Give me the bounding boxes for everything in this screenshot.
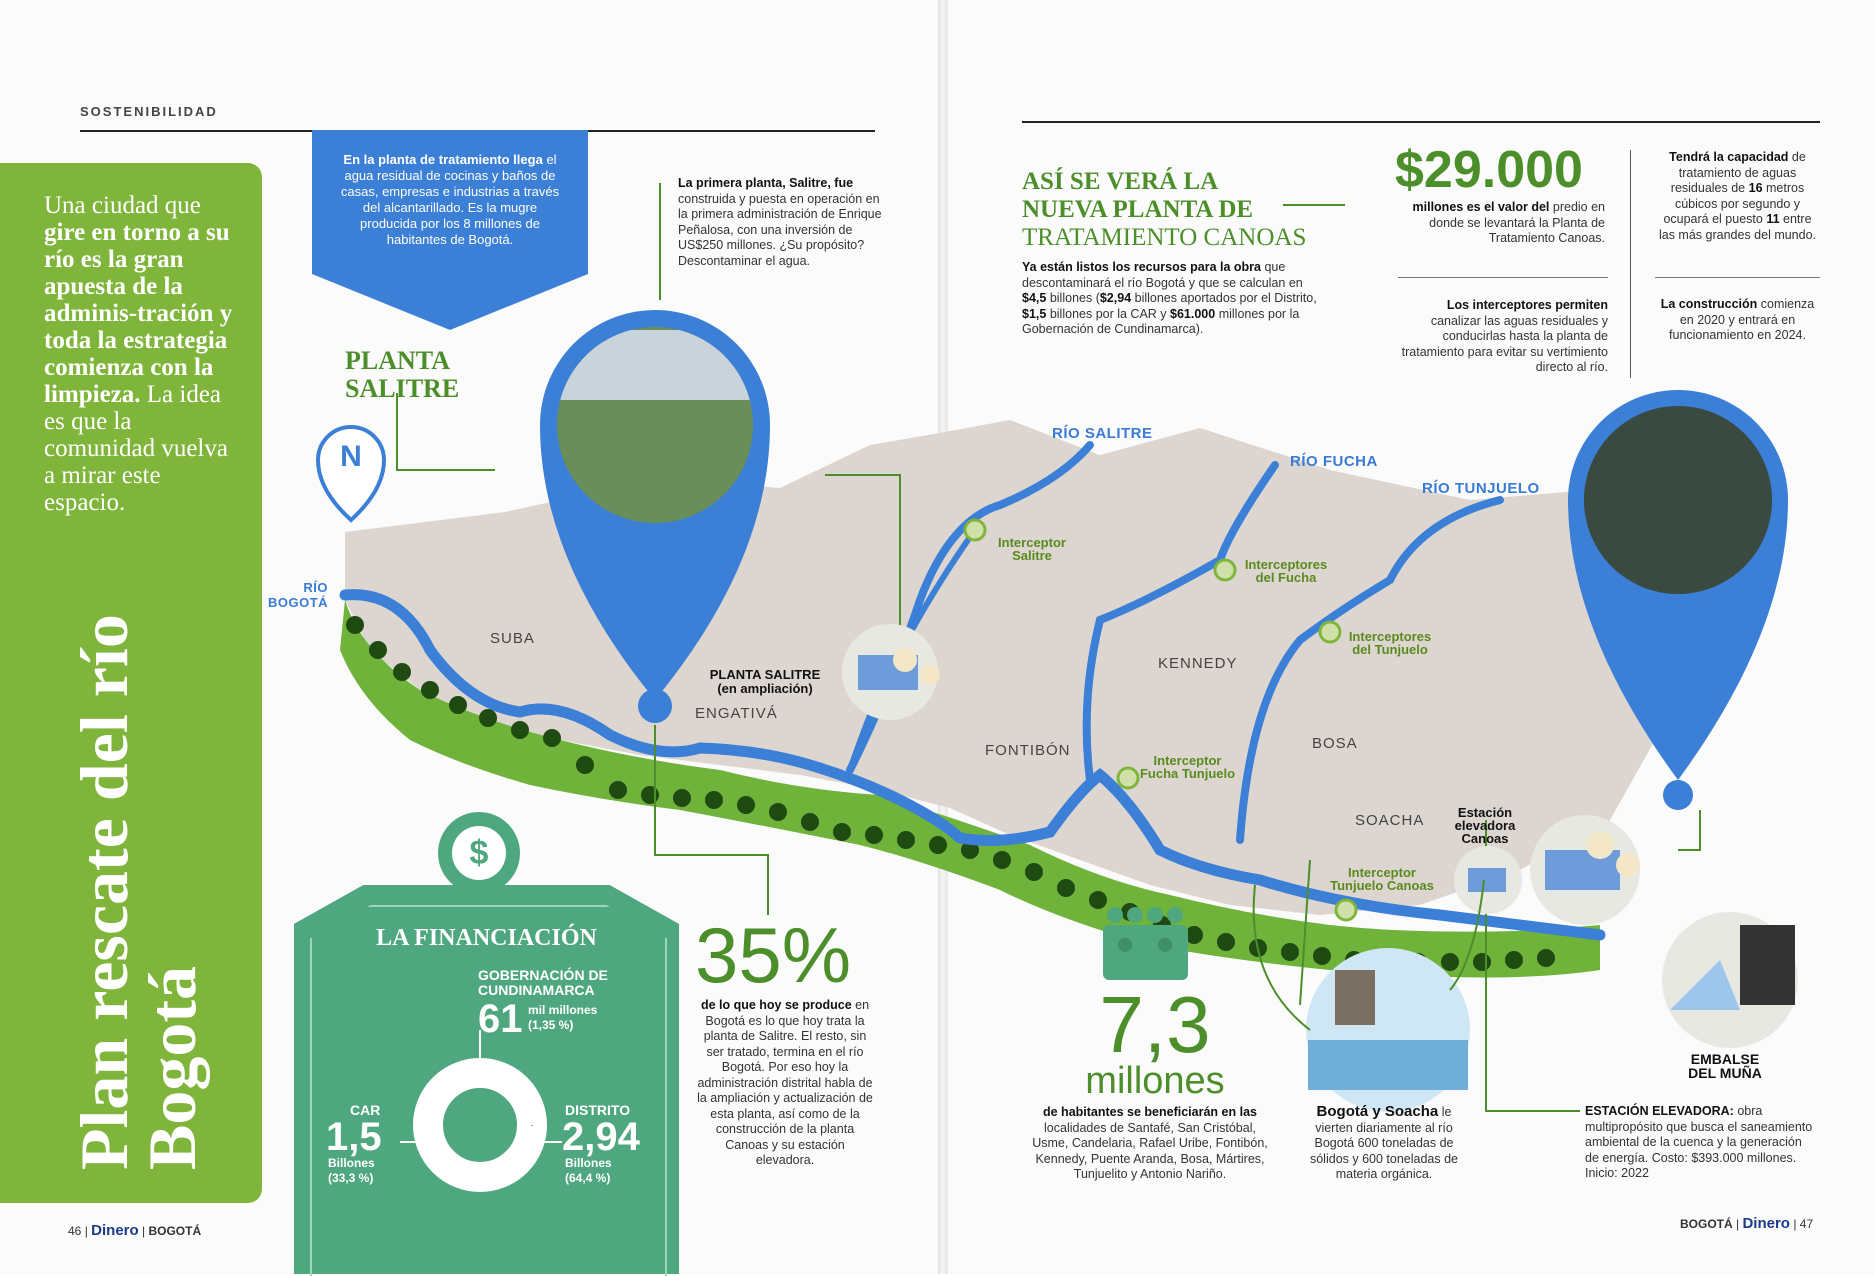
footer-right-page: 47 xyxy=(1799,1217,1814,1231)
capacidad-text xyxy=(1655,150,1820,243)
label-planta-ampliacion-1: PLANTA SALITRE xyxy=(709,667,821,682)
car-unit: Billones xyxy=(328,1156,375,1170)
compass-letter: N xyxy=(340,440,362,473)
planta-salitre-title: PLANTA SALITRE xyxy=(345,346,460,403)
estacion-note-bold: ESTACIÓN ELEVADORA: xyxy=(1585,1104,1734,1118)
habitantes-unit: millones xyxy=(1085,1060,1225,1102)
intro-light-2: La idea es que la comunidad vuelva a mirar este espacio. xyxy=(44,381,228,516)
label-int-fucha-tunjuelo xyxy=(1130,754,1245,780)
capacidad-text-2: metros cúbicos por segundo y ocupará el puesto xyxy=(1663,181,1805,226)
interceptores-body: canalizar las aguas residuales y conducirlas hasta la planta de tratamiento para evitar su vertimiento directo al río. xyxy=(1401,313,1608,374)
footer-left: 46 | Dinero | BOGOTÁ xyxy=(68,1222,202,1239)
label-rio-salitre: RÍO SALITRE xyxy=(1052,425,1153,442)
label-int-fucha-1: Interceptores xyxy=(1244,557,1328,572)
construccion-bold: La construcción xyxy=(1660,297,1758,311)
label-int-fucha xyxy=(1236,558,1336,584)
canoas-v3: $1,5 xyxy=(1022,306,1047,321)
canoas-v4: $61.000 xyxy=(1170,306,1216,321)
salitre-pin-dot xyxy=(638,689,672,723)
label-int-salitre xyxy=(987,536,1077,562)
intro-light-1: Una ciudad que xyxy=(44,192,201,219)
estacion-note-body: obra multipropósito que busca el saneamiento ambiental de la cuenca y la generación de energía. Costo: $393.000 millones. Inicio: 2022 xyxy=(1585,1104,1813,1180)
label-int-tunjuelo xyxy=(1340,630,1440,656)
divider-construccion xyxy=(1655,277,1820,278)
car-pct: (33,3 %) xyxy=(328,1171,374,1185)
label-int-salitre-2: Salitre xyxy=(1012,548,1052,563)
divider-interceptores xyxy=(1398,277,1608,278)
label-int-salitre-1: Interceptor xyxy=(998,535,1066,550)
planta-canoas-icon xyxy=(1530,815,1640,925)
stat-35-text xyxy=(695,998,875,1169)
label-int-fucha-tunjuelo-2: Fucha Tunjuelo xyxy=(1139,766,1236,781)
banner-body: el agua residual de cocinas y baños de casas, empresas e industrias a través del alcantarillado. Es la mugre producida por los 8 millones de habitantes de Bogotá. xyxy=(340,152,560,247)
canoas-text-3: billones aportados por el Distrito, xyxy=(1134,291,1317,305)
canoas-title-1: ASÍ SE VERÁ LA xyxy=(1022,168,1219,195)
habitantes-bold: de habitantes se beneficiarán en las xyxy=(1043,1105,1257,1119)
gob-unit: mil millones xyxy=(528,1003,598,1017)
label-engativa: ENGATIVÁ xyxy=(695,705,778,722)
capacidad-v2: 11 xyxy=(1766,212,1780,226)
capacidad-bold: Tendrá la capacidad xyxy=(1669,150,1789,164)
canoas-pin-dot xyxy=(1663,780,1693,810)
stat-29000-text xyxy=(1390,200,1605,247)
footer-right: BOGOTÁ | Dinero | 47 xyxy=(1680,1215,1814,1232)
label-int-fucha-tunjuelo-1: Interceptor xyxy=(1153,753,1222,768)
main-title: Plan rescate del río Bogotá xyxy=(66,614,210,1170)
banner-bold: En la planta de tratamiento llega xyxy=(343,152,543,167)
distrito-detail xyxy=(565,1156,612,1186)
label-int-tunjuelo-2: del Tunjuelo xyxy=(1352,642,1428,657)
vertido-icon xyxy=(1306,948,1470,1112)
distrito-label: DISTRITO xyxy=(565,1102,631,1118)
label-planta-ampliacion xyxy=(695,668,835,696)
label-rio-fucha: RÍO FUCHA xyxy=(1290,453,1378,470)
label-int-tunjuelo-canoas-2: Tunjuelo Canoas xyxy=(1330,878,1434,893)
label-embalse-1: EMBALSE xyxy=(1690,1051,1760,1067)
canoas-title-3: TRATAMIENTO CANOAS xyxy=(1022,224,1307,251)
label-estacion-3: Canoas xyxy=(1461,831,1509,846)
label-embalse xyxy=(1675,1052,1775,1080)
gob-value: 61 xyxy=(478,997,523,1041)
distrito-pct: (64,4 %) xyxy=(565,1171,611,1185)
label-bosa: BOSA xyxy=(1312,735,1358,752)
footer-left-page: 46 xyxy=(68,1224,82,1238)
label-rio-tunjuelo: RÍO TUNJUELO xyxy=(1422,480,1540,497)
label-estacion-canoas xyxy=(1445,806,1525,845)
vertical-divider xyxy=(1630,150,1631,378)
vertido-text xyxy=(1298,1104,1470,1183)
salitre-note-body: construida y puesta en operación en la primera administración de Enrique Peñalosa, con una inversión de US$250 millones. ¿Su propósito? Descontaminar el agua. xyxy=(678,191,882,268)
intro-bold: gire en torno a su río es la gran apuesta de la adminis-tración y toda la estrategia comienza con la limpieza. xyxy=(44,219,233,408)
canoas-text-4: billones por la CAR y xyxy=(1049,306,1167,321)
interceptores-text xyxy=(1398,298,1608,376)
car-value: 1,5 xyxy=(326,1115,382,1159)
dollar-icon: $ xyxy=(452,826,506,880)
canoas-v2: $2,94 xyxy=(1099,291,1132,305)
canoas-text-2: billones ( xyxy=(1049,291,1100,305)
vertido-body: le vierten diariamente al río Bogotá 600 toneladas de sólidos y 600 toneladas de materia orgánica. xyxy=(1309,1105,1459,1181)
label-embalse-2: DEL MUÑA xyxy=(1688,1065,1762,1081)
habitantes-body: localidades de Santafé, San Cristóbal, Usme, Candelaria, Rafael Uribe, Fontibón, Kennedy, Puente Aranda, Bosa, Mártires, Tunjuelito y Antonio Nariño. xyxy=(1032,1120,1268,1181)
stat-29000-value: $29.000 xyxy=(1395,141,1583,199)
canoas-photo xyxy=(1584,406,1772,594)
footer-left-city: BOGOTÁ xyxy=(148,1224,202,1238)
footer-left-brand: Dinero xyxy=(91,1222,139,1239)
footer-right-brand: Dinero xyxy=(1742,1215,1790,1232)
label-soacha: SOACHA xyxy=(1355,812,1425,829)
label-int-fucha-2: del Fucha xyxy=(1255,570,1317,585)
gob-label-1: GOBERNACIÓN DE xyxy=(478,967,608,983)
stat-35-body: en Bogotá es lo que hoy trata la planta de Salitre. El resto, sin ser tratado, termina en el río Bogotá. Por eso hoy la administración distrital habla de la ampliación y actualización de esta planta, así como de la construcción de la planta Canoas y su estación elevadora. xyxy=(697,998,873,1167)
estacion-canoas-icon xyxy=(1454,846,1522,914)
label-estacion-1: Estación xyxy=(1457,805,1513,820)
stat-29000-body: predio en donde se levantará la Planta de Tratamiento Canoas. xyxy=(1429,200,1605,245)
interceptores-bold: Los interceptores permiten xyxy=(1446,298,1608,312)
stat-35-bold: de lo que hoy se produce xyxy=(700,998,852,1012)
estacion-note xyxy=(1585,1104,1815,1182)
capacidad-v1: 16 xyxy=(1748,181,1763,195)
label-kennedy: KENNEDY xyxy=(1158,655,1238,672)
habitantes-value: 7,3 xyxy=(1099,980,1211,1069)
label-int-tunjuelo-canoas xyxy=(1322,866,1442,892)
label-estacion-2: elevadora xyxy=(1454,818,1516,833)
label-suba: SUBA xyxy=(490,630,535,647)
car-detail xyxy=(328,1156,375,1186)
canoas-text-5: millones por la Gobernación de Cundinamarca). xyxy=(1022,306,1300,336)
canoas-title xyxy=(1022,168,1352,252)
stat-35-value: 35% xyxy=(695,911,852,999)
salitre-note-bold: La primera planta, Salitre, fue xyxy=(678,176,854,190)
distrito-unit: Billones xyxy=(565,1156,612,1170)
capacidad-text-1: de tratamiento de aguas residuales de xyxy=(1670,150,1806,195)
label-rio-bogota: RÍO BOGOTÁ xyxy=(268,580,329,610)
label-int-tunjuelo-1: Interceptores xyxy=(1348,629,1432,644)
vertido-bold: Bogotá y Soacha xyxy=(1316,1103,1439,1120)
stat-29000-bold: millones es el valor del xyxy=(1412,200,1550,214)
section-label: SOSTENIBILIDAD xyxy=(80,104,218,119)
gob-label-2: CUNDINAMARCA xyxy=(478,982,595,998)
financing-title: LA FINANCIACIÓN xyxy=(376,925,597,951)
distrito-value: 2,94 xyxy=(562,1115,640,1159)
canoas-v1: $4,5 xyxy=(1022,291,1047,305)
gob-pct: (1,35 %) xyxy=(528,1018,574,1032)
label-fontibon: FONTIBÓN xyxy=(985,742,1071,759)
label-int-tunjuelo-canoas-1: Interceptor xyxy=(1348,865,1416,880)
canoas-text xyxy=(1022,260,1327,338)
construccion-text xyxy=(1655,297,1820,344)
financing-donut xyxy=(380,1030,580,1220)
label-planta-ampliacion-2: (en ampliación) xyxy=(717,681,813,696)
footer-right-city: BOGOTÁ xyxy=(1680,1217,1733,1231)
gob-label xyxy=(478,968,608,998)
canoas-title-2: NUEVA PLANTA DE xyxy=(1022,196,1254,223)
canoas-text-1: que descontaminará el río Bogotá y que se calculan en xyxy=(1022,260,1303,290)
gob-detail xyxy=(528,1003,597,1033)
car-label: CAR xyxy=(350,1102,381,1118)
habitantes-text xyxy=(1025,1105,1275,1183)
construccion-body: comienza en 2020 y entrará en funcionamiento en 2024. xyxy=(1669,297,1815,342)
capacidad-text-3: entre las más grandes del mundo. xyxy=(1658,212,1817,242)
canoas-bold: Ya están listos los recursos para la obra xyxy=(1022,260,1261,274)
embalse-icon xyxy=(1662,912,1798,1048)
